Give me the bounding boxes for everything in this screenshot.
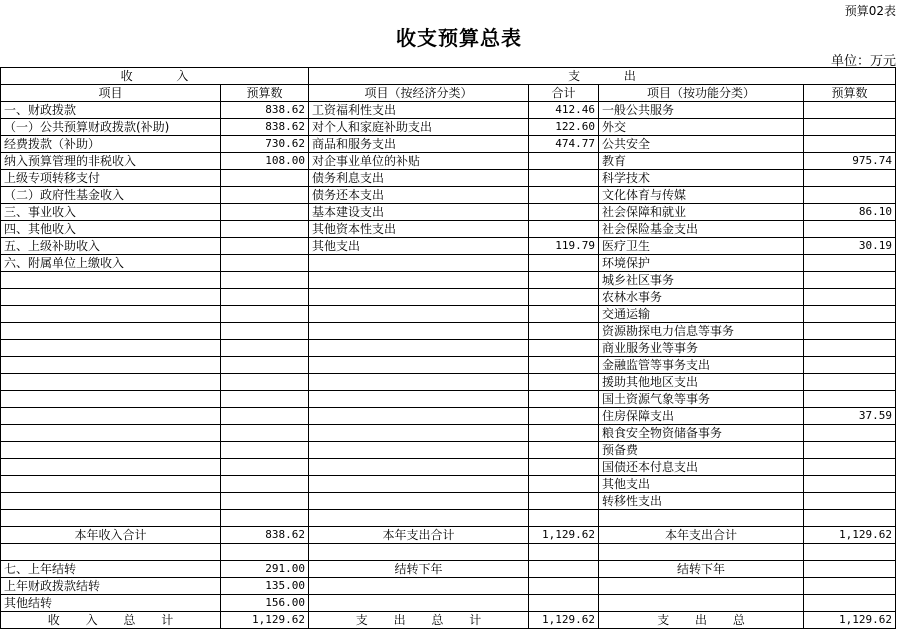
prev-carry-amount: 291.00 bbox=[221, 561, 309, 578]
income-item: （一）公共预算财政拨款(补助) bbox=[1, 119, 221, 136]
econ-item: 债务利息支出 bbox=[309, 170, 529, 187]
table-row bbox=[1, 187, 896, 204]
empty-cell bbox=[529, 595, 599, 612]
year-total-row bbox=[1, 527, 896, 544]
table-row bbox=[1, 238, 896, 255]
income-amount: 838.62 bbox=[221, 119, 309, 136]
func-amount bbox=[804, 255, 896, 272]
econ-item bbox=[309, 425, 529, 442]
func-item: 社会保障和就业 bbox=[599, 204, 804, 221]
func-item: 其他支出 bbox=[599, 476, 804, 493]
func-item: 医疗卫生 bbox=[599, 238, 804, 255]
func-item: 资源勘探电力信息等事务 bbox=[599, 323, 804, 340]
spacer-cell bbox=[221, 544, 309, 561]
econ-amount bbox=[529, 425, 599, 442]
econ-item: 对个人和家庭补助支出 bbox=[309, 119, 529, 136]
econ-item bbox=[309, 340, 529, 357]
func-amount bbox=[804, 272, 896, 289]
income-amount bbox=[221, 476, 309, 493]
func-amount bbox=[804, 459, 896, 476]
spacer-row bbox=[1, 510, 896, 527]
econ-amount: 412.46 bbox=[529, 102, 599, 119]
income-amount bbox=[221, 221, 309, 238]
econ-item bbox=[309, 306, 529, 323]
func-amount bbox=[804, 119, 896, 136]
fin-carry-amount: 135.00 bbox=[221, 578, 309, 595]
income-item bbox=[1, 289, 221, 306]
income-amount bbox=[221, 255, 309, 272]
econ-amount bbox=[529, 272, 599, 289]
econ-amount bbox=[529, 476, 599, 493]
income-item bbox=[1, 391, 221, 408]
table-row bbox=[1, 459, 896, 476]
income-item bbox=[1, 357, 221, 374]
spacer-cell bbox=[599, 544, 804, 561]
func-item: 商业服务业等事务 bbox=[599, 340, 804, 357]
econ-amount bbox=[529, 459, 599, 476]
econ-amount bbox=[529, 391, 599, 408]
income-item bbox=[1, 442, 221, 459]
year-income-total: 838.62 bbox=[221, 527, 309, 544]
income-amount bbox=[221, 493, 309, 510]
econ-item bbox=[309, 357, 529, 374]
spacer-cell bbox=[221, 510, 309, 527]
func-item: 国债还本付息支出 bbox=[599, 459, 804, 476]
func-item: 城乡社区事务 bbox=[599, 272, 804, 289]
income-amount bbox=[221, 323, 309, 340]
table-row bbox=[1, 136, 896, 153]
grand-func-label: 支 出 总 bbox=[599, 612, 804, 629]
col-func: 项目（按功能分类） bbox=[599, 85, 804, 102]
econ-amount bbox=[529, 408, 599, 425]
spacer-cell bbox=[599, 510, 804, 527]
expense-header-text: 支 出 bbox=[568, 69, 636, 83]
func-amount bbox=[804, 102, 896, 119]
income-item: 上级专项转移支付 bbox=[1, 170, 221, 187]
income-amount bbox=[221, 459, 309, 476]
empty-cell bbox=[804, 595, 896, 612]
econ-item bbox=[309, 289, 529, 306]
func-amount: 975.74 bbox=[804, 153, 896, 170]
econ-amount bbox=[529, 323, 599, 340]
year-expense-total-label: 本年支出合计 bbox=[309, 527, 529, 544]
table-row bbox=[1, 374, 896, 391]
income-amount: 838.62 bbox=[221, 102, 309, 119]
table-row bbox=[1, 255, 896, 272]
income-amount bbox=[221, 289, 309, 306]
header-row-2 bbox=[1, 85, 896, 102]
form-number: 预算02表 bbox=[844, 4, 896, 18]
func-item: 金融监管等事务支出 bbox=[599, 357, 804, 374]
econ-item bbox=[309, 493, 529, 510]
econ-item: 对企事业单位的补贴 bbox=[309, 153, 529, 170]
econ-amount: 122.60 bbox=[529, 119, 599, 136]
func-amount: 37.59 bbox=[804, 408, 896, 425]
func-amount bbox=[804, 136, 896, 153]
table-row bbox=[1, 204, 896, 221]
income-item: （二）政府性基金收入 bbox=[1, 187, 221, 204]
func-item: 援助其他地区支出 bbox=[599, 374, 804, 391]
func-item: 环境保护 bbox=[599, 255, 804, 272]
econ-amount bbox=[529, 204, 599, 221]
econ-item: 债务还本支出 bbox=[309, 187, 529, 204]
spacer-cell bbox=[309, 544, 529, 561]
func-item: 科学技术 bbox=[599, 170, 804, 187]
carry-row bbox=[1, 561, 896, 578]
func-item: 社会保险基金支出 bbox=[599, 221, 804, 238]
income-item: 纳入预算管理的非税收入 bbox=[1, 153, 221, 170]
income-item bbox=[1, 459, 221, 476]
col-total: 合计 bbox=[529, 85, 599, 102]
func-amount bbox=[804, 476, 896, 493]
year-func-total-label: 本年支出合计 bbox=[599, 527, 804, 544]
unit-label: 单位：万元 bbox=[830, 54, 896, 69]
empty-cell bbox=[599, 595, 804, 612]
budget-table bbox=[0, 67, 896, 629]
income-item bbox=[1, 340, 221, 357]
income-item bbox=[1, 272, 221, 289]
income-item bbox=[1, 493, 221, 510]
func-amount bbox=[804, 340, 896, 357]
next-carry-func: 结转下年 bbox=[599, 561, 804, 578]
income-item bbox=[1, 425, 221, 442]
econ-amount bbox=[529, 306, 599, 323]
empty-cell bbox=[529, 578, 599, 595]
table-row bbox=[1, 408, 896, 425]
econ-item bbox=[309, 459, 529, 476]
econ-item: 其他支出 bbox=[309, 238, 529, 255]
income-amount bbox=[221, 391, 309, 408]
func-item: 预备费 bbox=[599, 442, 804, 459]
year-expense-total: 1,129.62 bbox=[529, 527, 599, 544]
func-amount bbox=[804, 391, 896, 408]
other-carry-amount: 156.00 bbox=[221, 595, 309, 612]
col-budget2: 预算数 bbox=[804, 85, 896, 102]
econ-amount bbox=[529, 493, 599, 510]
year-func-total: 1,129.62 bbox=[804, 527, 896, 544]
econ-item: 其他资本性支出 bbox=[309, 221, 529, 238]
func-amount bbox=[804, 289, 896, 306]
func-amount: 30.19 bbox=[804, 238, 896, 255]
income-item: 三、事业收入 bbox=[1, 204, 221, 221]
table-row bbox=[1, 153, 896, 170]
func-amount bbox=[804, 323, 896, 340]
income-item bbox=[1, 408, 221, 425]
spacer-cell bbox=[529, 510, 599, 527]
spacer-row bbox=[1, 544, 896, 561]
income-amount bbox=[221, 340, 309, 357]
econ-item bbox=[309, 408, 529, 425]
table-row bbox=[1, 493, 896, 510]
income-amount: 730.62 bbox=[221, 136, 309, 153]
spacer-cell bbox=[529, 544, 599, 561]
empty-cell bbox=[309, 595, 529, 612]
econ-amount bbox=[529, 221, 599, 238]
income-item: 六、附属单位上缴收入 bbox=[1, 255, 221, 272]
table-row bbox=[1, 425, 896, 442]
econ-amount bbox=[529, 340, 599, 357]
func-amount bbox=[804, 425, 896, 442]
econ-amount bbox=[529, 153, 599, 170]
col-budget: 预算数 bbox=[221, 85, 309, 102]
table-row bbox=[1, 289, 896, 306]
income-item bbox=[1, 306, 221, 323]
table-row bbox=[1, 272, 896, 289]
econ-item bbox=[309, 272, 529, 289]
table-row bbox=[1, 357, 896, 374]
econ-item: 商品和服务支出 bbox=[309, 136, 529, 153]
econ-amount bbox=[529, 357, 599, 374]
econ-amount bbox=[529, 442, 599, 459]
income-amount bbox=[221, 374, 309, 391]
func-amount bbox=[804, 357, 896, 374]
table-row bbox=[1, 221, 896, 238]
col-econ: 项目（按经济分类） bbox=[309, 85, 529, 102]
grand-total-row bbox=[1, 612, 896, 629]
econ-amount bbox=[529, 374, 599, 391]
func-amount bbox=[804, 442, 896, 459]
spacer-cell bbox=[309, 510, 529, 527]
income-amount bbox=[221, 408, 309, 425]
func-amount bbox=[804, 306, 896, 323]
page-title: 收支预算总表 bbox=[396, 26, 522, 50]
year-income-total-label: 本年收入合计 bbox=[1, 527, 221, 544]
income-amount bbox=[221, 204, 309, 221]
table-row bbox=[1, 170, 896, 187]
spacer-cell bbox=[804, 510, 896, 527]
income-amount bbox=[221, 306, 309, 323]
table-row bbox=[1, 340, 896, 357]
income-item: 一、财政拨款 bbox=[1, 102, 221, 119]
func-item: 转移性支出 bbox=[599, 493, 804, 510]
econ-amount bbox=[529, 255, 599, 272]
table-row bbox=[1, 476, 896, 493]
func-item: 公共安全 bbox=[599, 136, 804, 153]
income-item bbox=[1, 323, 221, 340]
income-amount bbox=[221, 357, 309, 374]
func-item: 农林水事务 bbox=[599, 289, 804, 306]
table-row bbox=[1, 391, 896, 408]
empty-cell bbox=[599, 578, 804, 595]
spacer-cell bbox=[1, 544, 221, 561]
fin-carry-label: 上年财政拨款结转 bbox=[1, 578, 221, 595]
table-row bbox=[1, 306, 896, 323]
other-carry-label: 其他结转 bbox=[1, 595, 221, 612]
income-item: 经费拨款（补助） bbox=[1, 136, 221, 153]
func-amount bbox=[804, 187, 896, 204]
table-row bbox=[1, 323, 896, 340]
func-item: 一般公共服务 bbox=[599, 102, 804, 119]
expense-header bbox=[309, 68, 896, 85]
table-row bbox=[1, 442, 896, 459]
func-item: 教育 bbox=[599, 153, 804, 170]
empty-cell bbox=[804, 561, 896, 578]
income-amount bbox=[221, 272, 309, 289]
grand-income-total: 1,129.62 bbox=[221, 612, 309, 629]
income-amount bbox=[221, 170, 309, 187]
income-amount bbox=[221, 425, 309, 442]
income-amount: 108.00 bbox=[221, 153, 309, 170]
prev-carry-label: 七、上年结转 bbox=[1, 561, 221, 578]
spacer-cell bbox=[1, 510, 221, 527]
fin-carry-row bbox=[1, 578, 896, 595]
func-item: 住房保障支出 bbox=[599, 408, 804, 425]
func-item: 粮食安全物资储备事务 bbox=[599, 425, 804, 442]
grand-income-label: 收 入 总 计 bbox=[1, 612, 221, 629]
grand-expense-label: 支 出 总 计 bbox=[309, 612, 529, 629]
income-item bbox=[1, 374, 221, 391]
header-row-1 bbox=[1, 68, 896, 85]
income-item bbox=[1, 476, 221, 493]
econ-item bbox=[309, 442, 529, 459]
table-row bbox=[1, 102, 896, 119]
grand-expense-total: 1,129.62 bbox=[529, 612, 599, 629]
func-item: 文化体育与传媒 bbox=[599, 187, 804, 204]
econ-item bbox=[309, 476, 529, 493]
econ-item: 工资福利性支出 bbox=[309, 102, 529, 119]
income-header bbox=[1, 68, 309, 85]
func-amount bbox=[804, 221, 896, 238]
func-item: 交通运输 bbox=[599, 306, 804, 323]
income-amount bbox=[221, 187, 309, 204]
func-amount bbox=[804, 170, 896, 187]
empty-cell bbox=[529, 561, 599, 578]
income-amount bbox=[221, 238, 309, 255]
econ-item bbox=[309, 374, 529, 391]
econ-amount bbox=[529, 289, 599, 306]
func-item: 外交 bbox=[599, 119, 804, 136]
econ-amount bbox=[529, 170, 599, 187]
spacer-cell bbox=[804, 544, 896, 561]
col-item: 项目 bbox=[1, 85, 221, 102]
income-header-text: 收 入 bbox=[120, 69, 189, 83]
econ-amount: 119.79 bbox=[529, 238, 599, 255]
grand-func-total: 1,129.62 bbox=[804, 612, 896, 629]
next-carry-econ: 结转下年 bbox=[309, 561, 529, 578]
other-carry-row bbox=[1, 595, 896, 612]
func-amount bbox=[804, 493, 896, 510]
income-item: 四、其他收入 bbox=[1, 221, 221, 238]
empty-cell bbox=[309, 578, 529, 595]
func-item: 国土资源气象等事务 bbox=[599, 391, 804, 408]
func-amount bbox=[804, 374, 896, 391]
func-amount: 86.10 bbox=[804, 204, 896, 221]
income-amount bbox=[221, 442, 309, 459]
income-item: 五、上级补助收入 bbox=[1, 238, 221, 255]
table-row bbox=[1, 119, 896, 136]
econ-item bbox=[309, 323, 529, 340]
empty-cell bbox=[804, 578, 896, 595]
econ-item bbox=[309, 255, 529, 272]
econ-item bbox=[309, 391, 529, 408]
econ-item: 基本建设支出 bbox=[309, 204, 529, 221]
econ-amount bbox=[529, 187, 599, 204]
econ-amount: 474.77 bbox=[529, 136, 599, 153]
